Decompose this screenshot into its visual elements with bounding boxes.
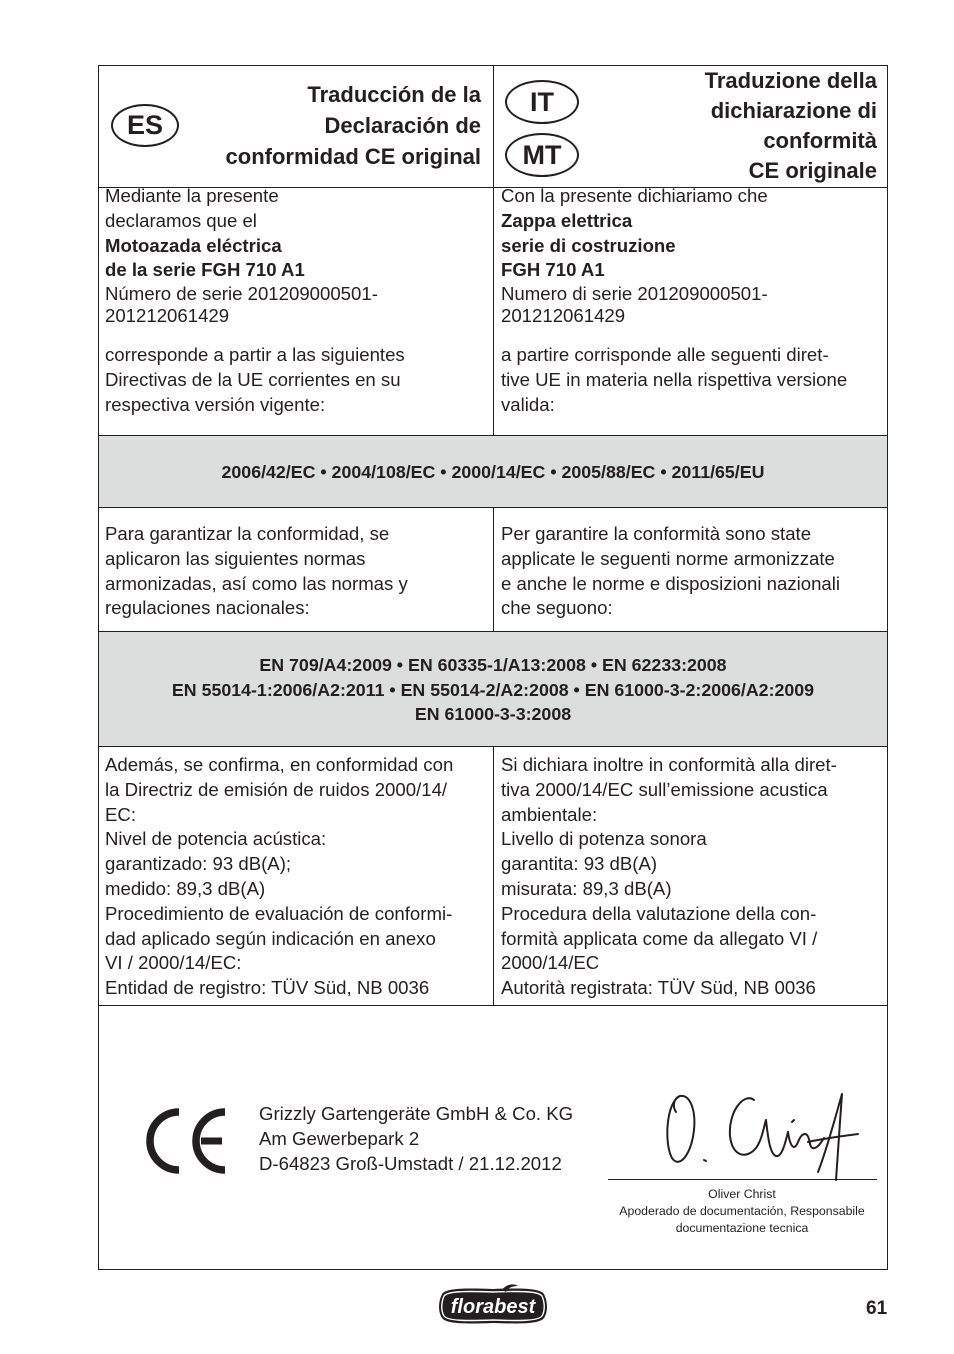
brand-wordmark: florabest <box>450 1296 536 1318</box>
it-directive-text: a partire corrisponde alle seguenti diret- tive UE in materia nella rispettiva versione valida: <box>501 344 848 415</box>
it-noise-statement: Si dichiara inoltre in conformità alla diret- tiva 2000/14/EC sull’emissione acustica ambientale: Livello di potenza sonora garantita: 93 dB(A) misurata: 89,3 dB(A) Procedura della valutazione della con- formità applicata come da allegato VI / 2000/14/EC Autorità registrata: TÜV Süd, NB 0036 <box>501 754 837 999</box>
signer-caption: Oliver Christ Apoderado de documentación, Responsabile documentazione tecnica <box>619 1187 865 1235</box>
language-badge-es: ES <box>111 104 179 147</box>
language-badge-mt: MT <box>505 133 579 177</box>
it-intro: Con la presente dichiariamo che Zappa elettrica serie di costruzione FGH 710 A1 Numero di serie 201209000501- 201212061429 <box>501 185 768 327</box>
it-header-title: Traduzione della dichiarazione di conformità CE originale <box>704 68 877 183</box>
es-noise-statement: Además, se confirma, en conformidad con la Directriz de emisión de ruidos 2000/14/ EC: Nivel de potencia acústica: garantizado: 93 dB(A); medido: 89,3 dB(A) Procedimiento de evaluación de conformi- dad aplicado según indicación en anexo VI / 2000/14/EC: Entidad de registro: TÜV Süd, NB 0036 <box>105 754 454 999</box>
it-norms-intro: Per garantire la conformità sono state applicate le seguenti norme armonizzate e anche le norme e disposizioni nazionali che seguono: <box>501 523 841 619</box>
company-address: Grizzly Gartengeräte GmbH & Co. KG Am Gewerbepark 2 D-64823 Groß-Umstadt / 21.12.2012 <box>259 1103 574 1174</box>
norms-list: EN 709/A4:2009 • EN 60335-1/A13:2008 • EN 62233:2008 EN 55014-1:2006/A2:2011 • EN 55014-2/A2:2008 • EN 61000-3-2:2006/A2:2009 EN 61000-3-3:2008 <box>171 655 815 725</box>
directives-list: 2006/42/EC • 2004/108/EC • 2000/14/EC • 2005/88/EC • 2011/65/EU <box>221 462 765 482</box>
column-divider <box>493 65 494 436</box>
language-badge-it: IT <box>505 80 579 124</box>
ce-mark-icon <box>146 1108 232 1174</box>
florabest-logo <box>436 1282 550 1326</box>
signature-line <box>608 1179 877 1180</box>
page-number: 61 <box>866 1298 888 1319</box>
es-directive-text: corresponde a partir a las siguientes Directivas de la UE corrientes en su respectiva versión vigente: <box>105 344 405 415</box>
es-intro: Mediante la presente declaramos que el Motoazada eléctrica de la serie FGH 710 A1 Número de serie 201209000501- 201212061429 <box>105 185 378 327</box>
handwritten-signature <box>658 1082 863 1182</box>
es-header-title: Traducción de la Declaración de conformidad CE original <box>225 82 481 169</box>
column-divider <box>493 507 494 632</box>
es-norms-intro: Para garantizar la conformidad, se aplicaron las siguientes normas armonizadas, así como las normas y regulaciones nacionales: <box>105 523 408 619</box>
column-divider <box>493 746 494 1006</box>
